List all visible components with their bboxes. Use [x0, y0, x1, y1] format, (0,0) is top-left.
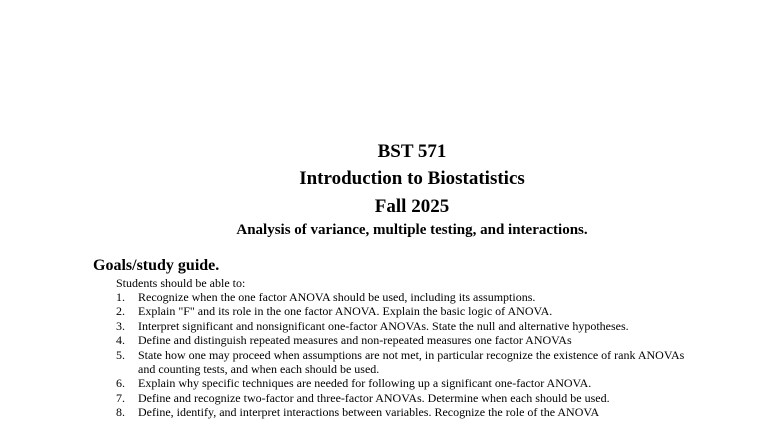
list-item-text: State how one may proceed when assumptions are not met, in particular recognize the existence of rank ANOVAs and counting tests, and when each should be used. — [138, 347, 685, 377]
list-item-number: 8. — [116, 405, 125, 420]
document-subtitle: Analysis of variance, multiple testing, and interactions. — [236, 222, 588, 238]
section-heading-goals: Goals/study guide. — [93, 257, 220, 274]
list-item — [0, 290, 784, 304]
list-item — [0, 304, 784, 318]
list-item-number: 3. — [116, 318, 125, 333]
list-item-number: 4. — [116, 333, 125, 348]
list-item — [0, 333, 784, 347]
list-item — [0, 391, 784, 405]
list-item-text: Interpret significant and nonsignificant one-factor ANOVAs. State the null and alternative hypotheses. — [138, 318, 629, 333]
course-code: BST 571 — [377, 141, 447, 162]
list-item-text: Explain why specific techniques are needed for following up a significant one-factor ANOVA. — [138, 376, 592, 391]
course-title: Introduction to Biostatistics — [299, 168, 525, 189]
list-item-text: Explain "F" and its role in the one factor ANOVA. Explain the basic logic of ANOVA. — [138, 304, 553, 319]
goals-intro: Students should be able to: — [116, 276, 246, 290]
list-item-text: Define, identify, and interpret interactions between variables. Recognize the role of the ANOVA — [138, 405, 600, 420]
list-item-number: 7. — [116, 390, 125, 405]
goals-list — [0, 290, 784, 420]
list-item — [0, 348, 784, 377]
list-item-number: 1. — [116, 290, 125, 304]
list-item — [0, 376, 784, 390]
list-item-number: 6. — [116, 376, 125, 391]
list-item-number: 5. — [116, 347, 125, 362]
list-item — [0, 319, 784, 333]
term: Fall 2025 — [374, 196, 450, 217]
list-item-text: Define and distinguish repeated measures and non-repeated measures one factor ANOVAs — [138, 333, 572, 348]
list-item-number: 2. — [116, 304, 125, 319]
list-item — [0, 405, 784, 419]
list-item-text: Define and recognize two-factor and three-factor ANOVAs. Determine when each should be used. — [138, 390, 610, 405]
list-item-text: Recognize when the one factor ANOVA should be used, including its assumptions. — [138, 290, 536, 304]
